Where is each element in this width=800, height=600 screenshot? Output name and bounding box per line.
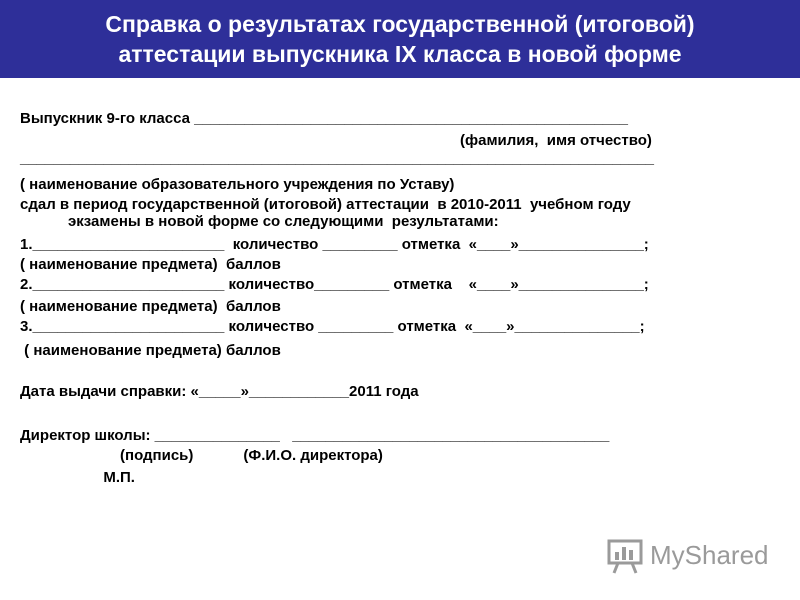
name-hint: (фамилия, имя отчество) bbox=[460, 132, 652, 149]
institution-hint: ( наименование образовательного учреждения по Уставу) bbox=[20, 176, 455, 193]
institution-blank: ____________________________________________________________________________ bbox=[20, 150, 655, 167]
watermark-logo bbox=[606, 536, 769, 576]
presentation-icon bbox=[606, 536, 646, 576]
subject-hint-3: ( наименование предмета) баллов bbox=[20, 342, 281, 359]
subject-row-3: 3._______________________ количество _________ отметка «____»_______________; bbox=[20, 318, 645, 335]
subject-hint-1: ( наименование предмета) баллов bbox=[20, 256, 281, 273]
subject-row-2: 2._______________________ количество_________ отметка «____»_______________; bbox=[20, 276, 649, 293]
signature-hint: (подпись) (Ф.И.О. директора) bbox=[20, 447, 383, 464]
subject-hint-2: ( наименование предмета) баллов bbox=[20, 298, 281, 315]
passed-text-line1: сдал в период государственной (итоговой) аттестации в 2010-2011 учебном году bbox=[20, 196, 631, 213]
stamp-label: М.П. bbox=[20, 469, 135, 486]
issue-date-field: Дата выдачи справки: «_____»____________2011 года bbox=[20, 383, 419, 400]
page-header bbox=[0, 0, 800, 78]
header-title-line1: Справка о результатах государственной (итоговой) bbox=[105, 11, 695, 37]
header-title-line2: аттестации выпускника IX класса в новой форме bbox=[118, 41, 682, 67]
subject-row-1: 1._______________________ количество _________ отметка «____»_______________; bbox=[20, 236, 649, 253]
passed-text-line2: экзамены в новой форме со следующими результатами: bbox=[68, 213, 499, 230]
watermark-text: MyShared bbox=[650, 540, 769, 570]
graduate-field: Выпускник 9-го класса ____________________________________________________ bbox=[20, 110, 628, 127]
director-field: Директор школы: _______________ ______________________________________ bbox=[20, 427, 610, 444]
